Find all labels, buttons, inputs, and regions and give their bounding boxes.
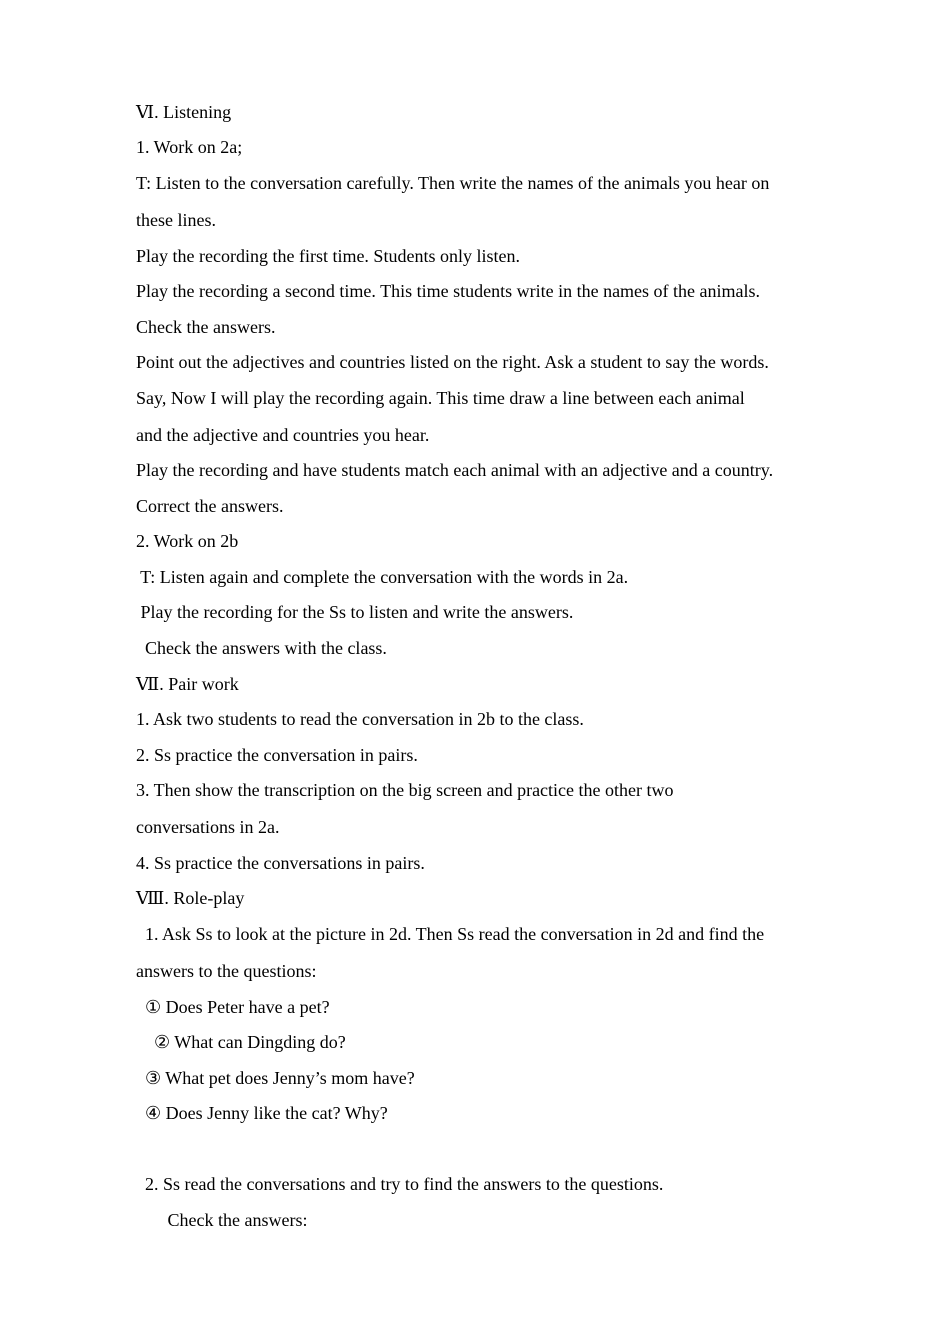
paragraph-line: and the adjective and countries you hear. [136,425,430,445]
list-item: 2. Ss read the conversations and try to find the answers to the questions. [136,1174,664,1194]
paragraph-line: Check the answers. [136,317,276,337]
step-work-on-2b: 2. Work on 2b [136,531,239,551]
paragraph-line: Check the answers with the class. [136,638,387,658]
step-work-on-2a: 1. Work on 2a; [136,137,243,157]
paragraph-line: Point out the adjectives and countries listed on the right. Ask a student to say the words. [136,352,769,372]
question-item: ③ What pet does Jenny’s mom have? [136,1068,415,1088]
question-item: ④ Does Jenny like the cat? Why? [136,1103,388,1123]
paragraph-line: T: Listen again and complete the conversation with the words in 2a. [136,567,629,587]
paragraph-line: Correct the answers. [136,496,284,516]
section-heading-listening: Ⅵ. Listening [136,102,232,122]
list-item: 4. Ss practice the conversations in pairs. [136,853,425,873]
paragraph-line: these lines. [136,210,216,230]
paragraph-line: Play the recording for the Ss to listen and write the answers. [136,602,574,622]
list-item: 2. Ss practice the conversation in pairs. [136,745,418,765]
paragraph-line: Say, Now I will play the recording again. This time draw a line between each animal [136,388,745,408]
paragraph-line: Play the recording a second time. This time students write in the names of the animals. [136,281,761,301]
paragraph-line: Play the recording the first time. Students only listen. [136,246,520,266]
list-item: 1. Ask Ss to look at the picture in 2d. Then Ss read the conversation in 2d and find the [136,924,765,944]
list-item: 1. Ask two students to read the conversation in 2b to the class. [136,709,584,729]
paragraph-line: answers to the questions: [136,961,317,981]
question-item: ② What can Dingding do? [136,1032,346,1052]
paragraph-line: Check the answers: [136,1210,308,1230]
section-heading-pair-work: Ⅶ. Pair work [136,674,239,694]
paragraph-line: conversations in 2a. [136,817,280,837]
paragraph-line: Play the recording and have students match each animal with an adjective and a country. [136,460,774,480]
section-heading-role-play: Ⅷ. Role-play [136,888,245,908]
paragraph-line: T: Listen to the conversation carefully. Then write the names of the animals you hear on [136,173,770,193]
list-item: 3. Then show the transcription on the big screen and practice the other two [136,780,674,800]
question-item: ① Does Peter have a pet? [136,997,330,1017]
